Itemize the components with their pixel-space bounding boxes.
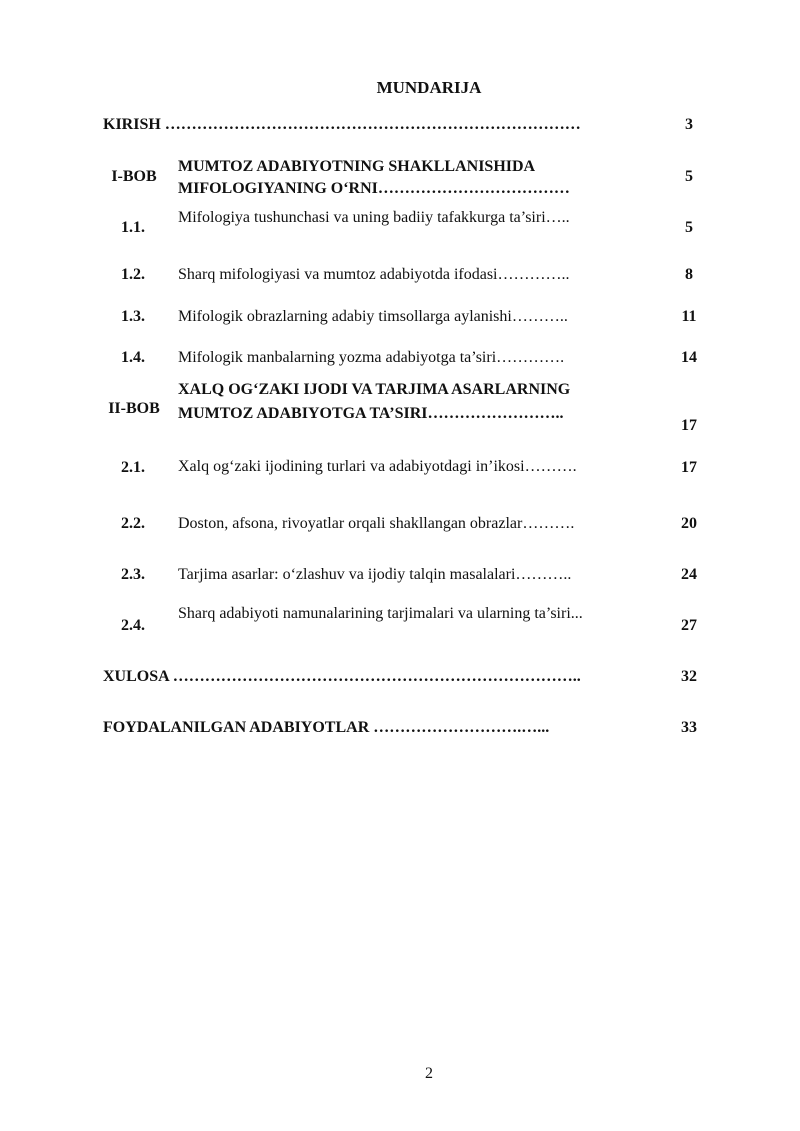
toc-entry-bibliography[interactable] <box>103 719 648 737</box>
xulosa-dots: ………………………………………………………………….. <box>168 668 581 685</box>
chapter2-title-line2[interactable]: MUMTOZ ADABIYOTGA TA’SIRI…………………….. <box>178 405 564 422</box>
page-number: 2 <box>425 1065 433 1082</box>
section-number: 1.4. <box>121 349 145 366</box>
chapter2-label: II-BOB <box>108 400 160 417</box>
kirish-label: KIRISH <box>103 116 161 133</box>
section-number: 2.2. <box>121 515 145 532</box>
section-number: 1.2. <box>121 266 145 283</box>
section-number: 1.3. <box>121 308 145 325</box>
toc-entry-xulosa[interactable] <box>103 668 648 686</box>
section-title[interactable]: Mifologik manbalarning yozma adabiyotga ta’siri…………. <box>178 349 565 366</box>
section-number: 1.1. <box>121 219 145 236</box>
section-title[interactable]: Doston, afsona, rivoyatlar orqali shakllangan obrazlar………. <box>178 515 575 532</box>
chapter2-page: 17 <box>681 417 697 434</box>
toc-entry-kirish[interactable] <box>103 116 648 134</box>
xulosa-page: 32 <box>681 668 697 685</box>
xulosa-label: XULOSA <box>103 668 169 685</box>
section-page: 11 <box>681 308 697 325</box>
section-title[interactable]: Tarjima asarlar: o‘zlashuv va ijodiy talqin masalalari……….. <box>178 566 572 583</box>
chapter1-title-line1[interactable]: MUMTOZ ADABIYOTNING SHAKLLANISHIDA <box>178 158 536 175</box>
section-title[interactable]: Xalq og‘zaki ijodining turlari va adabiyotdagi in’ikosi………. <box>178 458 577 475</box>
bibliography-label: FOYDALANILGAN ADABIYOTLAR <box>103 719 370 736</box>
section-title[interactable]: Mifologik obrazlarning adabiy timsollarga aylanishi……….. <box>178 308 568 325</box>
chapter1-page: 5 <box>685 168 693 185</box>
section-page: 8 <box>685 266 693 283</box>
toc-heading: MUNDARIJA <box>376 78 482 97</box>
section-title[interactable]: Sharq adabiyoti namunalarining tarjimalari va ularning ta’siri... <box>178 605 583 622</box>
section-number: 2.4. <box>121 617 145 634</box>
bibliography-dots: ……………………….…... <box>369 719 550 736</box>
section-page: 17 <box>681 459 697 476</box>
section-page: 5 <box>685 219 693 236</box>
section-page: 20 <box>681 515 697 532</box>
chapter1-title-line2[interactable]: MIFOLOGIYANING O‘RNI……………………………… <box>178 180 570 197</box>
bibliography-page: 33 <box>681 719 697 736</box>
chapter1-label: I-BOB <box>111 168 157 185</box>
section-number: 2.3. <box>121 566 145 583</box>
chapter2-title-line1[interactable]: XALQ OG‘ZAKI IJODI VA TARJIMA ASARLARNING <box>178 381 571 398</box>
section-title[interactable]: Mifologiya tushunchasi va uning badiiy tafakkurga ta’siri….. <box>178 209 570 226</box>
kirish-page: 3 <box>685 116 693 133</box>
section-page: 14 <box>681 349 697 366</box>
section-page: 24 <box>681 566 697 583</box>
section-title[interactable]: Sharq mifologiyasi va mumtoz adabiyotda ifodasi………….. <box>178 266 570 283</box>
section-number: 2.1. <box>121 459 145 476</box>
kirish-dots: …………………………………………………………………… <box>160 116 581 133</box>
section-page: 27 <box>681 617 697 634</box>
